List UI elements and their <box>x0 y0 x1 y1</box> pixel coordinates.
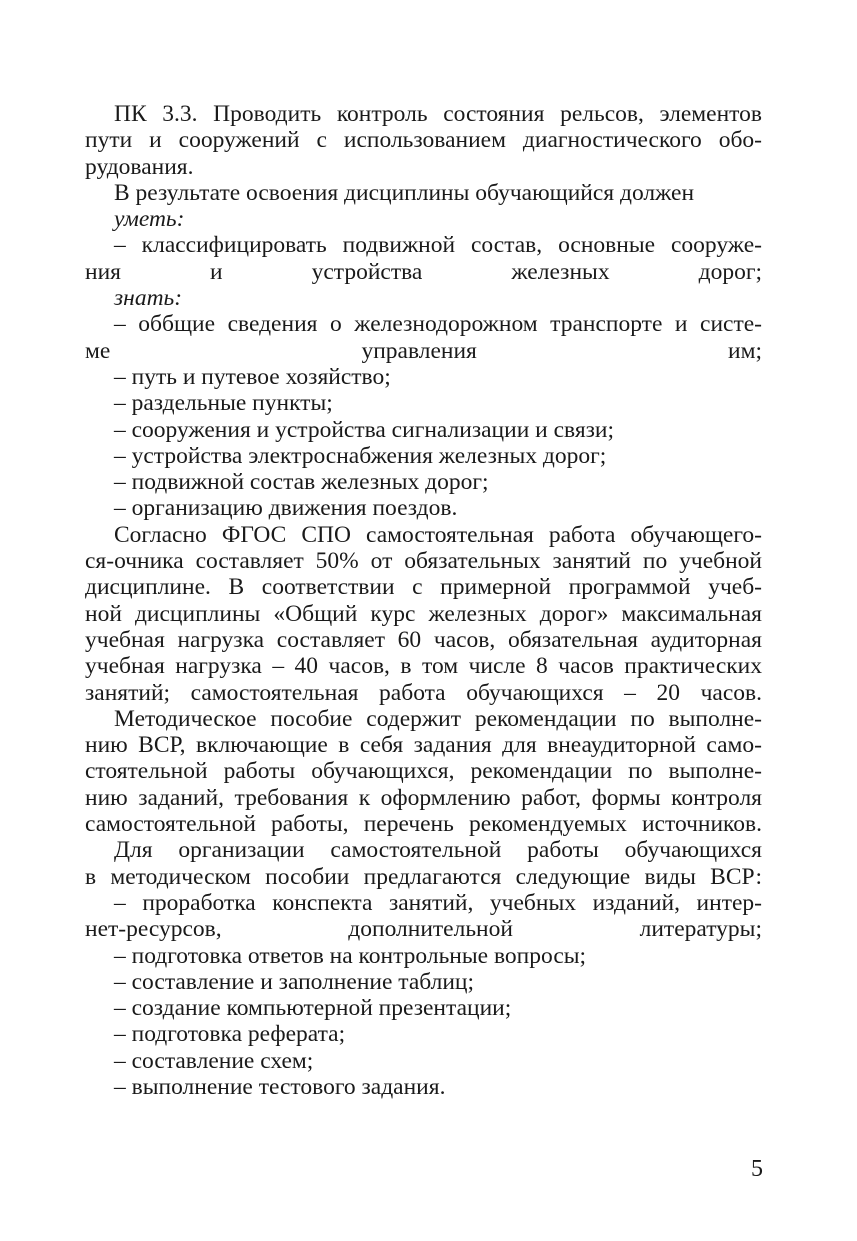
body-text <box>85 101 762 1100</box>
vsr-type-item: – подготовка реферата; <box>114 1021 346 1048</box>
skills-item: – классифицировать подвижной состав, основные сооруже- ния и устройства железных дорог; <box>85 232 762 285</box>
vsr-type-item: – составление и заполнение таблиц; <box>114 968 475 995</box>
vsr-type-item: – выполнение тестового задания. <box>114 1073 446 1100</box>
vsr-type-item: – составление схем; <box>114 1047 314 1074</box>
knowledge-item: – организацию движения поездов. <box>114 495 458 522</box>
learning-outcomes-intro: В результате освоения дисциплины обучающийся должен <box>114 179 695 206</box>
knowledge-heading: знать: <box>114 285 183 312</box>
vsr-type-item: – проработка конспекта занятий, учебных изданий, интер- нет-ресурсов, дополнительной литературы; <box>85 889 762 943</box>
knowledge-item: – оббщие сведения о железнодорожном транспорте и систе- ме управления им; <box>85 311 762 364</box>
vsr-type-item: – подготовка ответов на контрольные вопросы; <box>114 942 587 969</box>
workload-paragraph: Согласно ФГОС СПО самостоятельная работа обучающего- ся-очника составляет 50% от обязательных занятий по учебной дисциплине. В соответствии с примерной программой учеб- ной дисциплины «Общий курс железных дорог» максимальная учебная нагрузка составляет 60 часов, обязательная аудиторная учебная нагрузка – 40 часов, в том числе 8 часов практических занятий; самостоятельная работа обучающихся – 20 часов. <box>85 521 762 706</box>
manual-contents-paragraph: Методическое пособие содержит рекомендации по выполне- нию ВСР, включающие в себя задания для внеаудиторной само- стоятельной работы обучающихся, рекомендации по выполне- нию заданий, требования к оформлению работ, формы контроля самостоятельной работы, перечень рекомендуемых источников. <box>85 705 762 838</box>
vsr-types-intro: Для организации самостоятельной работы обучающихся в методическом пособии предлагаются следующие виды ВСР: <box>85 837 762 890</box>
page-number: 5 <box>751 1156 763 1182</box>
knowledge-item: – устройства электроснабжения железных дорог; <box>114 442 607 469</box>
skills-heading: уметь: <box>114 206 185 233</box>
competency-pk-3-3: ПК 3.3. Проводить контроль состояния рельсов, элементов пути и сооружений с использованием диагностического обо- рудования. <box>85 101 762 180</box>
vsr-type-item: – создание компьютерной презентации; <box>114 995 512 1022</box>
knowledge-item: – сооружения и устройства сигнализации и связи; <box>114 416 615 443</box>
knowledge-item: – подвижной состав железных дорог; <box>114 469 489 496</box>
knowledge-item: – раздельные пункты; <box>114 390 333 417</box>
knowledge-item: – путь и путевое хозяйство; <box>114 363 391 390</box>
